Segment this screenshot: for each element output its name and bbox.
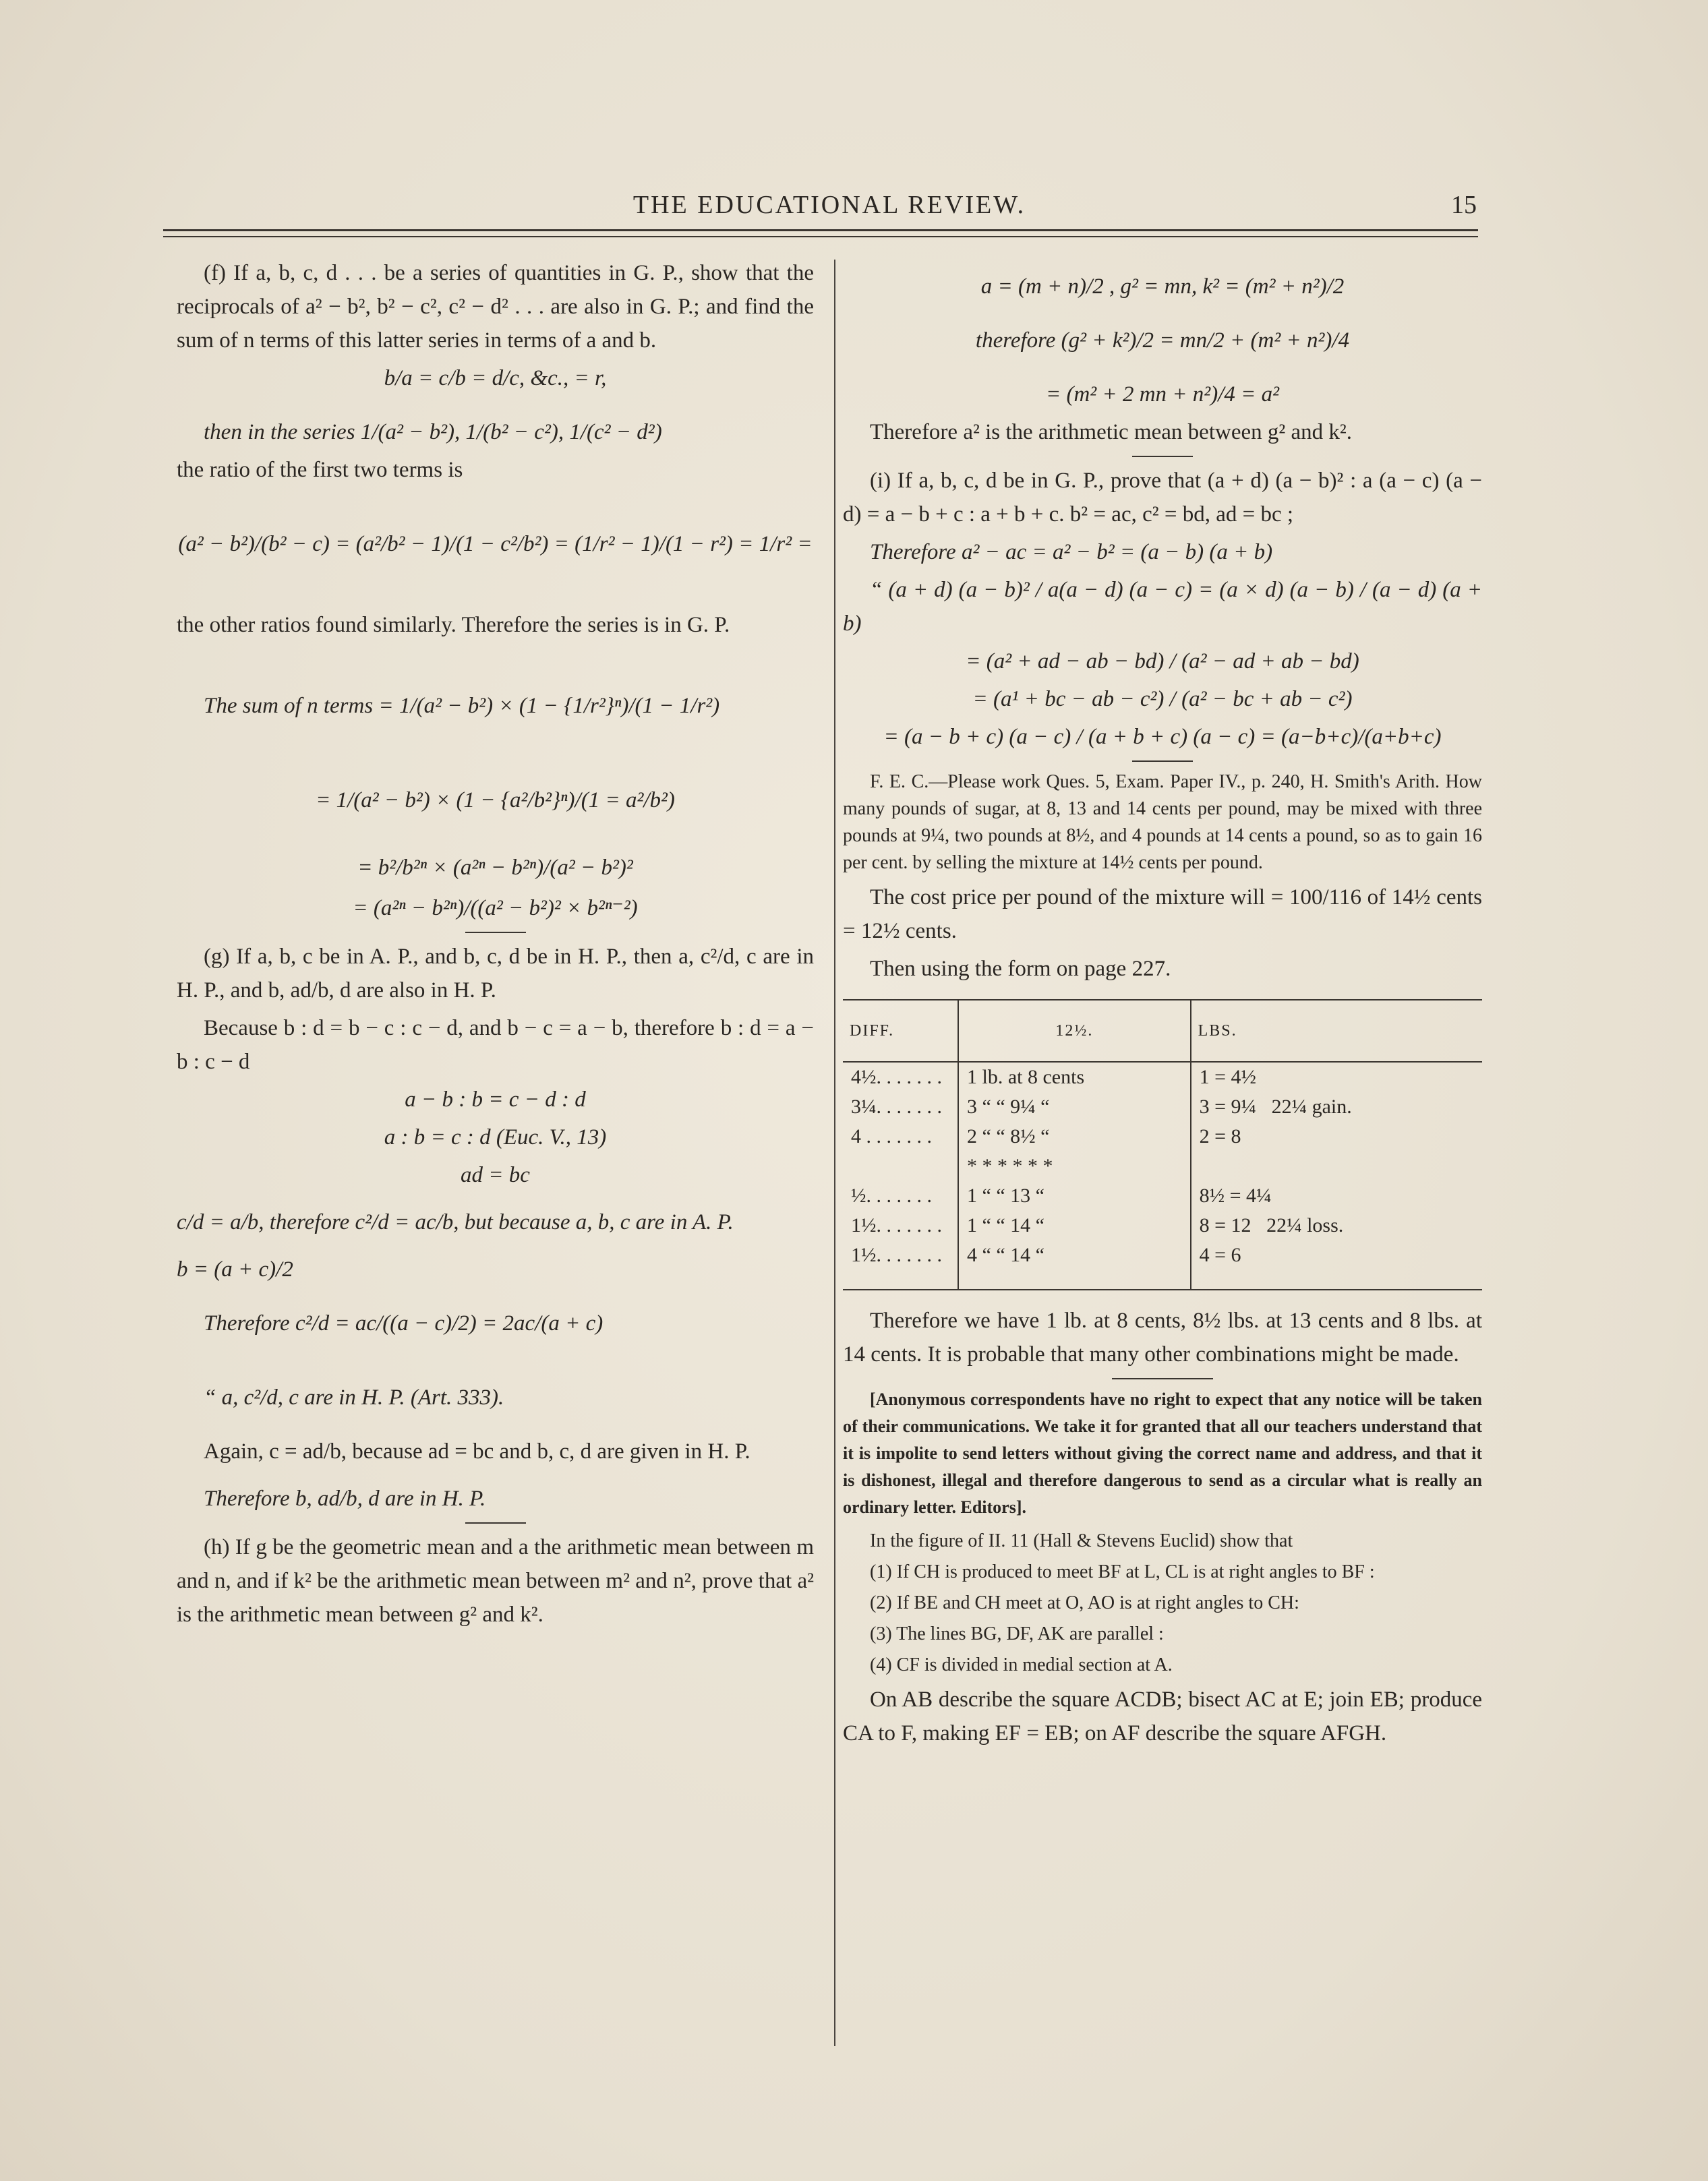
section-separator [465, 932, 526, 933]
page-header [182, 190, 1477, 224]
cost-price-text: The cost price per pound of the mixture will = 100/116 of 14½ cents = 12½ cents. [843, 885, 1482, 943]
problem-g-because: Because b : d = b − c : c − d, and b − c = a − b, therefore b : d = a − b : c − d [177, 1016, 814, 1074]
problem-g-line2: a : b = c : d (Euc. V., 13) [384, 1125, 607, 1149]
diff-cell: 4½. . . . . . . [851, 1066, 942, 1088]
problem-f-sum1: The sum of n terms = 1/(a² − b²) × (1 − {1/r²}ⁿ)/(1 − 1/r²) [204, 694, 720, 718]
desc-cell: 1 “ “ 13 “ [958, 1181, 1191, 1211]
mixture-result: Therefore we have 1 lb. at 8 cents, 8½ lbs. at 13 cents and 8 lbs. at 14 cents. It is probable that many other combinations might be made. [843, 1309, 1482, 1367]
problem-f-sum4: = (a²ⁿ − b²ⁿ)/((a² − b²)² × b²ⁿ⁻²) [353, 896, 638, 920]
query-fec: F. E. C.—Please work Ques. 5, Exam. Paper IV., p. 240, H. Smith's Arith. How many pounds of sugar, at 8, 13 and 14 cents per pound, may be mixed with three pounds at 9¼, two pounds at 8½, and 4 pounds at 14 cents a pound, so as to gain 16 per cent. by selling the mixture at 14½ cents per pound. [843, 771, 1482, 873]
problem-h-conclusion: Therefore a² is the arithmetic mean between g² and k². [870, 420, 1353, 444]
table-row [843, 1092, 1482, 1122]
table-row [843, 1241, 1482, 1289]
problem-g-line1: a − b : b = c − d : d [405, 1087, 586, 1112]
desc-cell: 4 “ “ 14 “ [958, 1241, 1191, 1289]
problem-h-eq2: therefore (g² + k²)/2 = mn/2 + (m² + n²)/4 [975, 328, 1350, 353]
col-header-price: 12½. [958, 1000, 1191, 1062]
problem-g-line5: b = (a + c)/2 [177, 1257, 293, 1282]
col-header-diff: DIFF. [843, 1000, 958, 1062]
problem-f-sum2: = 1/(a² − b²) × (1 − {a²/b²}ⁿ)/(1 = a²/b²) [316, 788, 675, 812]
table-row [843, 1152, 1482, 1181]
diff-cell: 1½. . . . . . . [851, 1214, 942, 1236]
problem-h-eq1: a = (m + n)/2 , g² = mn, k² = (m² + n²)/2 [980, 274, 1345, 299]
lbs-cell: 1 = 4½ [1191, 1062, 1482, 1092]
column-divider [834, 260, 835, 2046]
lbs-cell: 4 = 6 [1191, 1241, 1482, 1289]
problem-i-line3: = (a² + ad − ab − bd) / (a² − ad + ab − bd) [966, 649, 1359, 674]
problem-g-line6: Therefore c²/d = ac/((a − c)/2) = 2ac/(a + c) [204, 1311, 603, 1336]
editors-note: [Anonymous correspondents have no right to expect that any notice will be taken of their communications. We take it for granted that all our teachers understand that it is impolite to send letters without giving the correct name and address, and that it is dishonest, illegal and therefore dangerous to send as a circular what is really an ordinary letter. Editors]. [843, 1390, 1482, 1517]
table-row [843, 1181, 1482, 1211]
page-number: 15 [1451, 191, 1477, 219]
header-rule-bottom [163, 236, 1478, 237]
diff-cell: 1½. . . . . . . [851, 1244, 942, 1266]
diff-cell: 3¼. . . . . . . [851, 1096, 942, 1118]
table-row [843, 1211, 1482, 1241]
col-header-lbs: LBS. [1191, 1000, 1482, 1062]
problem-g-line3: ad = bc [461, 1163, 530, 1187]
right-column [843, 256, 1482, 1754]
desc-cell: 2 “ “ 8½ “ [958, 1122, 1191, 1152]
stars-separator: * * * * * * [958, 1152, 1191, 1181]
problem-f-eq1: b/a = c/b = d/c, &c., = r, [384, 366, 607, 390]
problem-f-sum3: = b²/b²ⁿ × (a²ⁿ − b²ⁿ)/(a² − b²)² [357, 856, 633, 880]
problem-g-intro: (g) If a, b, c be in A. P., and b, c, d be in H. P., then a, c²/d, c are in H. P., and b, ad/b, d are also in H. P. [177, 945, 814, 1003]
lbs-cell: 8½ = 4¼ [1191, 1181, 1482, 1211]
euclid-intro: In the figure of II. 11 (Hall & Stevens Euclid) show that [870, 1530, 1293, 1551]
mixture-table [843, 999, 1482, 1289]
problem-i-line5: = (a − b + c) (a − c) / (a + b + c) (a − c) = (a−b+c)/(a+b+c) [883, 725, 1442, 749]
lbs-cell: 8 = 12 [1199, 1214, 1251, 1236]
euclid-item: (3) The lines BG, DF, AK are parallel : [870, 1623, 1164, 1644]
table-row [843, 1062, 1482, 1092]
problem-g-line9: Therefore b, ad/b, d are in H. P. [204, 1487, 486, 1511]
euclid-construction: On AB describe the square ACDB; bisect AC at E; join EB; produce CA to F, making EF = EB; on AF describe the square AFGH. [843, 1687, 1482, 1745]
header-rule-top [163, 229, 1478, 231]
problem-g-line7: “ a, c²/d, c are in H. P. (Art. 333). [204, 1385, 504, 1410]
problem-g-line8: Again, c = ad/b, because ad = bc and b, c, d are given in H. P. [204, 1439, 750, 1464]
desc-cell: 3 “ “ 9¼ “ [958, 1092, 1191, 1122]
section-separator [465, 1522, 526, 1524]
section-separator [1112, 1378, 1213, 1379]
problem-f-series: then in the series 1/(a² − b²), 1/(b² − c²), 1/(c² − d²) [204, 420, 662, 444]
problem-i-line2: “ (a + d) (a − b)² / a(a − d) (a − c) = (a × d) (a − b) / (a − d) (a + b) [843, 578, 1482, 636]
gain-label: 22¼ gain. [1271, 1096, 1352, 1118]
journal-title: THE EDUCATIONAL REVIEW. [632, 191, 1026, 219]
table-row [843, 1122, 1482, 1152]
euclid-item: (2) If BE and CH meet at O, AO is at right angles to CH: [870, 1592, 1299, 1613]
form-reference: Then using the form on page 227. [870, 957, 1171, 981]
problem-h-intro: (h) If g be the geometric mean and a the arithmetic mean between m and n, and if k² be the arithmetic mean between m² and n², prove that a² is the arithmetic mean between g² and k². [177, 1535, 814, 1627]
problem-f-other: the other ratios found similarly. Therefore the series is in G. P. [177, 613, 730, 637]
problem-f-ratio-eq: (a² − b²)/(b² − c) = (a²/b² − 1)/(1 − c²/b²) = (1/r² − 1)/(1 − r²) = 1/r² = [178, 532, 813, 556]
problem-h-eq3: = (m² + 2 mn + n²)/4 = a² [1045, 382, 1280, 407]
left-column [177, 256, 814, 1636]
euclid-item: (4) CF is divided in medial section at A. [870, 1654, 1173, 1675]
euclid-item: (1) If CH is produced to meet BF at L, CL is at right angles to BF : [870, 1561, 1375, 1582]
section-separator [1132, 456, 1193, 457]
problem-i-line1: Therefore a² − ac = a² − b² = (a − b) (a + b) [870, 540, 1273, 564]
desc-cell: 1 “ “ 14 “ [958, 1211, 1191, 1241]
section-separator [1132, 760, 1193, 762]
problem-f-ratio-text: the ratio of the first two terms is [177, 458, 463, 482]
lbs-cell: 3 = 9¼ [1199, 1096, 1257, 1118]
desc-cell: 1 lb. at 8 cents [958, 1062, 1191, 1092]
table-bottom-rule [843, 1289, 1482, 1290]
problem-i-intro: (i) If a, b, c, d be in G. P., prove that (a + d) (a − b)² : a (a − c) (a − d) = a − b + c : a + b + c. b² = ac, c² = bd, ad = bc ; [843, 469, 1482, 527]
problem-i-line4: = (a¹ + bc − ab − c²) / (a² − bc + ab − c²) [972, 687, 1353, 711]
loss-label: 22¼ loss. [1266, 1214, 1344, 1236]
problem-g-line4: c/d = a/b, therefore c²/d = ac/b, but because a, b, c are in A. P. [177, 1210, 734, 1234]
diff-cell: ½. . . . . . . [851, 1185, 932, 1207]
problem-f-intro: (f) If a, b, c, d . . . be a series of quantities in G. P., show that the reciprocals of a² − b², b² − c², c² − d² . . . are also in G. P.; and find the sum of n terms of this latter series in terms of a and b. [177, 261, 814, 353]
lbs-cell: 2 = 8 [1191, 1122, 1482, 1152]
diff-cell: 4 . . . . . . . [851, 1125, 932, 1147]
